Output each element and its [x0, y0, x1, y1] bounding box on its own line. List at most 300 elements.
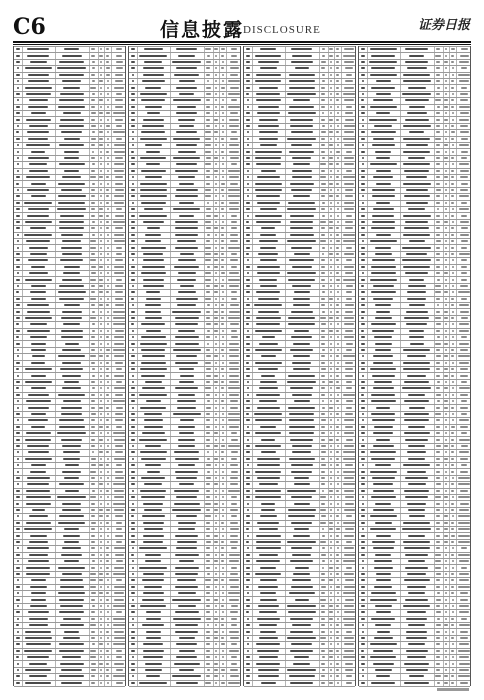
- table-cell-text: [246, 48, 249, 50]
- table-cell-text: [451, 80, 454, 82]
- table-cell-text: [336, 259, 339, 261]
- table-cell-text: [59, 426, 85, 428]
- table-cell-text: [451, 99, 454, 101]
- table-cell-text: [320, 541, 325, 543]
- table-cell-text: [246, 599, 250, 601]
- table-cell-text: [452, 311, 454, 313]
- table-cell-text: [178, 176, 194, 178]
- table-cell-text: [361, 112, 364, 114]
- table-cell-text: [231, 253, 238, 255]
- table-row-rule: [14, 110, 125, 111]
- table-cell-text: [373, 387, 394, 389]
- table-cell-text: [91, 119, 95, 121]
- table-cell-text: [228, 170, 240, 172]
- table-cell-text: [132, 567, 135, 569]
- table-cell-text: [222, 675, 224, 677]
- table-row-rule: [359, 264, 470, 265]
- table-cell-text: [131, 67, 135, 69]
- table-cell-text: [61, 336, 83, 338]
- table-row-rule: [359, 507, 470, 508]
- table-cell-text: [247, 259, 250, 261]
- table-cell-text: [330, 400, 333, 402]
- table-cell-text: [408, 592, 425, 594]
- table-cell-text: [361, 336, 365, 338]
- table-cell-text: [257, 464, 280, 466]
- table-cell-text: [445, 477, 448, 479]
- table-cell-text: [206, 394, 211, 396]
- table-cell-text: [107, 541, 109, 543]
- table-cell-text: [116, 528, 123, 530]
- table-row-rule: [14, 161, 125, 162]
- table-cell-text: [404, 381, 429, 383]
- table-cell-text: [222, 650, 224, 652]
- table-cell-text: [290, 650, 313, 652]
- table-cell-text: [178, 151, 196, 153]
- table-cell-text: [256, 221, 281, 223]
- table-row-rule: [129, 264, 240, 265]
- table-cell-text: [221, 234, 224, 236]
- table-row-rule: [14, 360, 125, 361]
- table-row-rule: [14, 449, 125, 450]
- table-cell-text: [215, 624, 218, 626]
- table-cell-text: [294, 483, 310, 485]
- table-row-rule: [359, 596, 470, 597]
- table-cell-text: [451, 573, 454, 575]
- table-cell-text: [90, 586, 95, 588]
- table-cell-text: [113, 483, 124, 485]
- table-cell-text: [437, 304, 440, 306]
- table-cell-text: [143, 541, 163, 543]
- table-cell-text: [293, 535, 310, 537]
- table-row-rule: [359, 622, 470, 623]
- table-cell-text: [221, 445, 225, 447]
- table-cell-text: [337, 471, 339, 473]
- table-cell-text: [409, 55, 424, 57]
- table-cell-text: [337, 547, 340, 549]
- table-cell-text: [337, 157, 339, 159]
- table-cell-text: [206, 375, 211, 377]
- table-cell-text: [372, 189, 394, 191]
- table-cell-text: [132, 503, 134, 505]
- table-row-rule: [244, 667, 355, 668]
- table-cell-text: [175, 535, 198, 537]
- table-cell-text: [294, 330, 309, 332]
- table-cell-text: [371, 131, 396, 133]
- table-cell-text: [131, 323, 134, 325]
- table-row-rule: [359, 628, 470, 629]
- table-row-rule: [359, 283, 470, 284]
- table-cell-text: [59, 221, 84, 223]
- table-row-rule: [14, 552, 125, 553]
- table-cell-text: [61, 131, 82, 133]
- table-cell-text: [460, 375, 468, 377]
- table-cell-text: [206, 99, 210, 101]
- table-cell-text: [107, 259, 109, 261]
- table-cell-text: [175, 170, 199, 172]
- table-cell-text: [294, 477, 309, 479]
- table-cell-text: [403, 522, 430, 524]
- table-row-rule: [359, 462, 470, 463]
- disclosure-table-sheet: [13, 46, 471, 686]
- table-cell-text: [376, 157, 390, 159]
- table-cell-text: [345, 464, 353, 466]
- table-cell-text: [92, 151, 95, 153]
- table-cell-text: [445, 560, 447, 562]
- table-cell-text: [458, 483, 469, 485]
- table-cell-text: [107, 157, 109, 159]
- table-cell-text: [336, 99, 339, 101]
- table-cell-text: [100, 675, 102, 677]
- table-cell-text: [345, 227, 353, 229]
- table-cell-text: [376, 202, 390, 204]
- table-cell-text: [361, 323, 365, 325]
- table-cell-text: [361, 48, 364, 50]
- table-cell-text: [346, 343, 353, 345]
- table-cell-text: [29, 675, 47, 677]
- table-cell-text: [175, 343, 199, 345]
- table-cell-text: [206, 119, 211, 121]
- table-cell-text: [375, 503, 391, 505]
- table-cell-text: [436, 477, 440, 479]
- table-cell-text: [222, 586, 225, 588]
- table-cell-text: [107, 605, 110, 607]
- table-cell-text: [16, 387, 19, 389]
- table-cell-text: [63, 618, 81, 620]
- table-cell-text: [406, 631, 427, 633]
- table-cell-text: [173, 157, 201, 159]
- table-row-rule: [14, 456, 125, 457]
- table-cell-text: [460, 682, 469, 684]
- table-cell-text: [206, 445, 210, 447]
- table-cell-text: [221, 106, 224, 108]
- table-row-rule: [359, 59, 470, 60]
- table-cell-text: [361, 208, 365, 210]
- table-cell-text: [404, 547, 430, 549]
- table-cell-text: [336, 355, 339, 357]
- table-cell-text: [336, 515, 339, 517]
- table-cell-text: [444, 496, 447, 498]
- table-cell-text: [287, 541, 316, 543]
- table-cell-text: [222, 573, 224, 575]
- table-cell-text: [31, 112, 46, 114]
- table-cell-text: [177, 106, 196, 108]
- table-cell-text: [145, 669, 162, 671]
- table-cell-text: [115, 176, 122, 178]
- table-cell-text: [451, 48, 455, 50]
- table-cell-text: [231, 432, 237, 434]
- table-cell-text: [215, 451, 218, 453]
- table-cell-text: [132, 74, 135, 76]
- table-cell-text: [408, 157, 424, 159]
- table-cell-text: [65, 490, 79, 492]
- table-cell-text: [100, 202, 103, 204]
- table-cell-text: [143, 259, 164, 261]
- table-cell-text: [445, 55, 447, 57]
- table-row-rule: [14, 584, 125, 585]
- table-cell-text: [141, 247, 166, 249]
- table-cell-text: [436, 253, 440, 255]
- table-cell-text: [215, 138, 217, 140]
- table-cell-text: [246, 490, 249, 492]
- table-cell-text: [321, 573, 325, 575]
- table-cell-text: [222, 343, 224, 345]
- table-cell-text: [215, 247, 217, 249]
- table-cell-text: [143, 285, 164, 287]
- table-cell-text: [344, 554, 355, 556]
- table-cell-text: [131, 631, 135, 633]
- table-cell-text: [330, 259, 332, 261]
- table-cell-text: [99, 112, 102, 114]
- table-cell-text: [222, 74, 224, 76]
- table-cell-text: [222, 439, 224, 441]
- table-cell-text: [140, 368, 167, 370]
- table-row-rule: [14, 424, 125, 425]
- table-cell-text: [17, 483, 19, 485]
- table-cell-text: [215, 336, 218, 338]
- table-cell-text: [90, 298, 96, 300]
- table-cell-text: [372, 195, 395, 197]
- table-cell-text: [257, 112, 280, 114]
- table-cell-text: [132, 618, 135, 620]
- table-cell-text: [60, 93, 84, 95]
- table-cell-text: [147, 112, 161, 114]
- header-rule-thin: [13, 44, 471, 45]
- table-row-rule: [244, 59, 355, 60]
- table-cell-text: [322, 112, 325, 114]
- table-cell-text: [451, 579, 454, 581]
- table-cell-text: [403, 183, 431, 185]
- table-cell-text: [246, 55, 250, 57]
- table-cell-text: [290, 125, 313, 127]
- table-row-rule: [244, 155, 355, 156]
- table-cell-text: [205, 362, 210, 364]
- table-row-rule: [244, 219, 355, 220]
- table-cell-text: [445, 74, 448, 76]
- table-cell-text: [460, 285, 468, 287]
- table-cell-text: [451, 355, 454, 357]
- table-cell-text: [229, 394, 239, 396]
- table-cell-text: [321, 624, 325, 626]
- table-cell-text: [445, 131, 447, 133]
- table-cell-text: [91, 663, 96, 665]
- table-cell-text: [246, 221, 249, 223]
- table-row-rule: [244, 212, 355, 213]
- table-row-rule: [14, 59, 125, 60]
- table-cell-text: [230, 74, 238, 76]
- table-cell-text: [336, 87, 339, 89]
- table-cell-text: [293, 355, 310, 357]
- table-cell-text: [29, 663, 47, 665]
- newspaper-logo: 证券日报: [418, 18, 471, 33]
- table-cell-text: [131, 48, 134, 50]
- table-cell-text: [336, 317, 339, 319]
- table-row-rule: [244, 616, 355, 617]
- table-cell-text: [172, 675, 201, 677]
- table-cell-text: [91, 227, 94, 229]
- table-cell-text: [344, 99, 354, 101]
- table-row-rule: [359, 315, 470, 316]
- table-row-rule: [14, 219, 125, 220]
- table-cell-text: [115, 119, 123, 121]
- table-cell-text: [288, 112, 316, 114]
- table-cell-text: [444, 375, 447, 377]
- table-cell-text: [115, 394, 124, 396]
- table-cell-text: [222, 464, 224, 466]
- table-cell-text: [337, 170, 339, 172]
- table-cell-text: [260, 426, 276, 428]
- table-cell-text: [91, 637, 94, 639]
- table-cell-text: [287, 93, 316, 95]
- table-cell-text: [215, 298, 217, 300]
- table-cell-text: [206, 554, 210, 556]
- table-cell-text: [31, 298, 46, 300]
- table-cell-text: [375, 151, 391, 153]
- table-cell-text: [361, 618, 365, 620]
- table-cell-text: [146, 291, 160, 293]
- table-cell-text: [403, 368, 431, 370]
- table-row-rule: [129, 417, 240, 418]
- table-cell-text: [106, 560, 109, 562]
- table-cell-text: [444, 272, 447, 274]
- table-cell-text: [146, 151, 160, 153]
- table-cell-text: [29, 170, 48, 172]
- table-cell-text: [62, 80, 81, 82]
- table-row-rule: [129, 78, 240, 79]
- table-cell-text: [255, 80, 281, 82]
- table-cell-text: [107, 183, 109, 185]
- table-cell-text: [330, 74, 332, 76]
- table-cell-text: [206, 439, 210, 441]
- table-cell-text: [231, 215, 238, 217]
- table-cell-text: [445, 48, 448, 50]
- table-cell-text: [458, 650, 470, 652]
- table-cell-text: [362, 355, 364, 357]
- table-cell-text: [362, 503, 365, 505]
- table-cell-text: [344, 323, 353, 325]
- table-cell-text: [106, 599, 109, 601]
- table-cell-text: [437, 381, 440, 383]
- table-cell-text: [290, 618, 313, 620]
- table-row-rule: [129, 436, 240, 437]
- table-cell-text: [17, 285, 20, 287]
- table-cell-text: [92, 451, 95, 453]
- table-cell-text: [436, 522, 440, 524]
- table-cell-text: [444, 99, 447, 101]
- table-cell-text: [62, 573, 82, 575]
- table-row-rule: [359, 84, 470, 85]
- table-cell-text: [222, 426, 224, 428]
- table-cell-text: [336, 663, 339, 665]
- table-cell-text: [215, 592, 217, 594]
- table-cell-text: [27, 131, 49, 133]
- table-cell-text: [16, 343, 19, 345]
- table-cell-text: [131, 483, 134, 485]
- table-cell-text: [100, 682, 102, 684]
- table-cell-text: [257, 618, 280, 620]
- table-cell-text: [106, 522, 109, 524]
- table-cell-text: [99, 80, 102, 82]
- table-cell-text: [330, 375, 332, 377]
- table-cell-text: [459, 195, 469, 197]
- table-cell-text: [373, 483, 393, 485]
- table-cell-text: [436, 170, 440, 172]
- table-cell-text: [361, 234, 365, 236]
- table-cell-text: [116, 669, 123, 671]
- table-cell-text: [59, 227, 83, 229]
- table-cell-text: [436, 266, 439, 268]
- table-cell-text: [206, 426, 209, 428]
- table-cell-text: [435, 675, 440, 677]
- table-cell-text: [100, 330, 103, 332]
- table-cell-text: [361, 381, 365, 383]
- table-cell-text: [460, 234, 469, 236]
- table-cell-text: [291, 522, 312, 524]
- table-row-rule: [129, 91, 240, 92]
- table-cell-text: [451, 170, 454, 172]
- table-cell-text: [344, 208, 355, 210]
- table-cell-text: [344, 445, 355, 447]
- table-cell-text: [337, 599, 339, 601]
- table-cell-text: [229, 349, 240, 351]
- table-cell-text: [436, 387, 440, 389]
- table-cell-text: [361, 451, 364, 453]
- table-cell-text: [62, 509, 81, 511]
- table-cell-text: [179, 80, 195, 82]
- table-cell-text: [445, 266, 447, 268]
- table-cell-text: [336, 304, 339, 306]
- table-cell-text: [345, 669, 353, 671]
- table-cell-text: [436, 624, 441, 626]
- table-cell-text: [132, 675, 134, 677]
- table-cell-text: [132, 445, 135, 447]
- table-cell-text: [59, 285, 84, 287]
- table-cell-text: [140, 138, 167, 140]
- table-cell-text: [444, 368, 447, 370]
- table-cell-text: [206, 541, 211, 543]
- table-cell-text: [361, 279, 365, 281]
- table-cell-text: [256, 560, 280, 562]
- table-cell-text: [461, 138, 468, 140]
- table-cell-text: [361, 253, 366, 255]
- table-cell-text: [461, 259, 467, 261]
- table-cell-text: [257, 477, 280, 479]
- table-cell-text: [16, 445, 20, 447]
- table-cell-text: [343, 592, 355, 594]
- table-cell-text: [373, 445, 394, 447]
- table-cell-text: [132, 336, 135, 338]
- table-cell-text: [139, 394, 167, 396]
- table-cell-text: [116, 67, 123, 69]
- table-cell-text: [372, 144, 395, 146]
- table-cell-text: [373, 99, 393, 101]
- table-cell-text: [114, 336, 124, 338]
- table-row-rule: [244, 225, 355, 226]
- table-cell-text: [292, 170, 312, 172]
- table-cell-text: [435, 560, 440, 562]
- table-cell-text: [231, 439, 238, 441]
- table-cell-text: [61, 330, 83, 332]
- table-cell-text: [107, 656, 109, 658]
- table-cell-text: [330, 125, 332, 127]
- table-cell-text: [206, 291, 209, 293]
- table-cell-text: [16, 611, 20, 613]
- table-cell-text: [287, 490, 316, 492]
- table-cell-text: [230, 323, 239, 325]
- table-cell-text: [346, 170, 352, 172]
- table-cell-text: [92, 368, 95, 370]
- table-cell-text: [215, 176, 217, 178]
- table-cell-text: [458, 675, 470, 677]
